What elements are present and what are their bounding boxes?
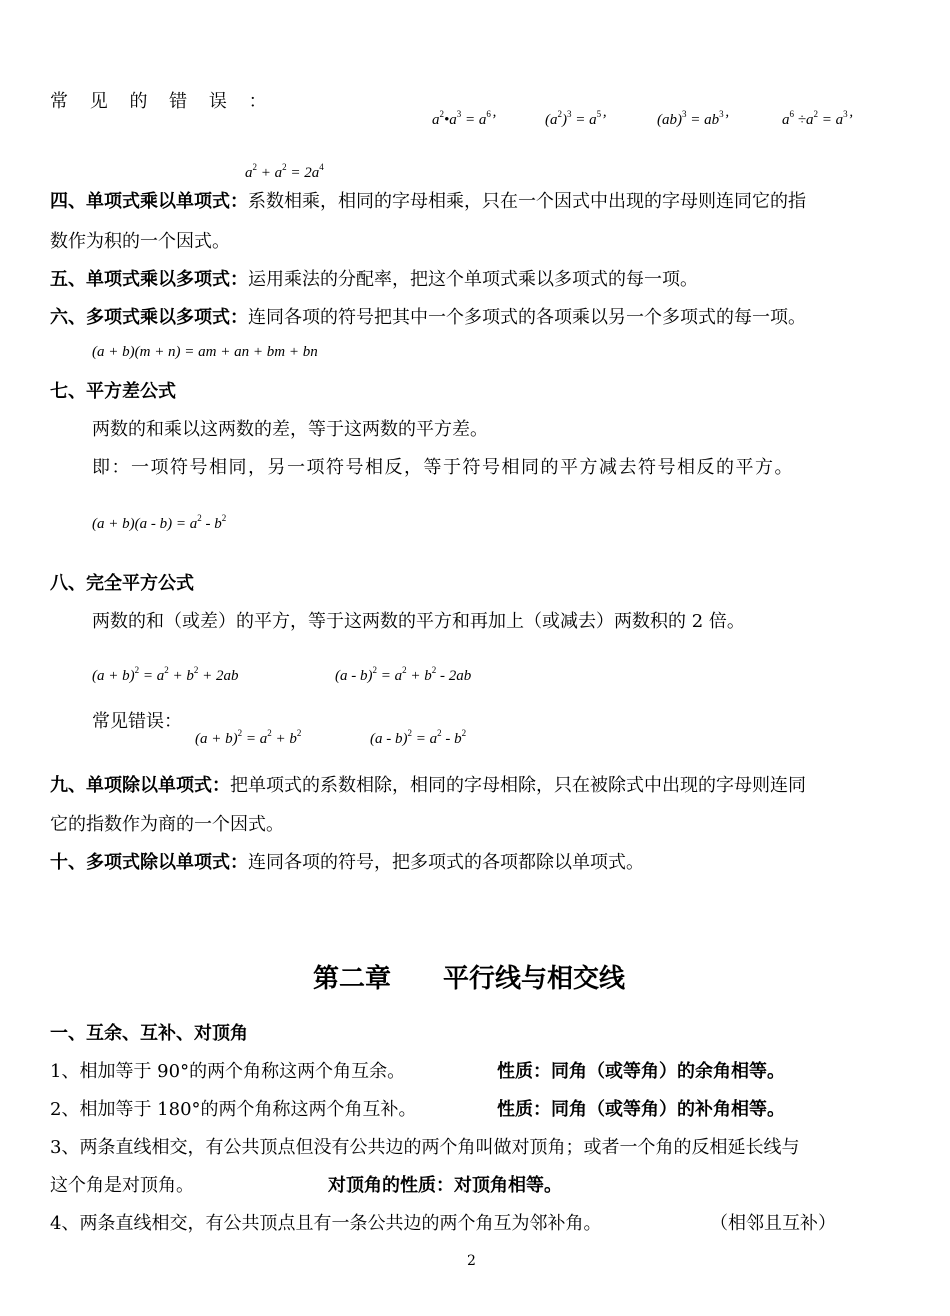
- section-7-title: 七、平方差公式: [50, 381, 176, 402]
- ch2-item-2: 2、相加等于 180°的两个角称这两个角互补。: [50, 1099, 417, 1120]
- section-6-formula: (a + b)(m + n) = am + an + bm + bn: [92, 344, 318, 360]
- section-9-cont: 它的指数作为商的一个因式。: [50, 814, 284, 835]
- section-8-errors-label: 常见错误：: [92, 711, 182, 732]
- section-5: 五、单项式乘以多项式：运用乘法的分配率，把这个单项式乘以多项式的每一项。: [50, 269, 698, 290]
- ch2-heading: 一、互余、互补、对顶角: [50, 1023, 248, 1044]
- section-9: 九、单项除以单项式：把单项式的系数相除，相同的字母相除，只在被除式中出现的字母则连同: [50, 775, 806, 796]
- ch2-property-1: 性质：同角（或等角）的余角相等。: [497, 1061, 785, 1082]
- ch2-item-3-cont: 这个角是对顶角。: [50, 1175, 194, 1196]
- section-6: 六、多项式乘以多项式：连同各项的符号把其中一个多项式的各项乘以另一个多项式的每一项。: [50, 307, 806, 328]
- section-8-formula-1: $(a + b)^2 = a^2 + b^2 + 2ab$: [92, 665, 239, 684]
- common-errors-label: 常 见 的 错 误 ：: [50, 91, 275, 112]
- section-7-formula: $(a + b)(a - b) = a^2 - b^2$: [92, 513, 227, 532]
- error-formula-2: $(a^2)^3 = a^5$’: [545, 109, 607, 128]
- section-7-line2: 即：一项符号相同，另一项符号相反，等于符号相同的平方减去符号相反的平方。: [92, 457, 794, 478]
- ch2-item-1: 1、相加等于 90°的两个角称这两个角互余。: [50, 1061, 406, 1082]
- error-formula-1: $a^2•a^3 = a^6$’: [432, 109, 496, 128]
- section-7-line1: 两数的和乘以这两数的差，等于这两数的平方差。: [92, 419, 488, 440]
- section-4: 四、单项式乘以单项式：系数相乘，相同的字母相乘，只在一个因式中出现的字母则连同它的指: [50, 191, 806, 212]
- chapter-title: 第二章 平行线与相交线: [313, 964, 626, 994]
- section-10: 十、多项式除以单项式：连同各项的符号，把多项式的各项都除以单项式。: [50, 852, 644, 873]
- ch2-item-4: 4、两条直线相交，有公共顶点且有一条公共边的两个角互为邻补角。: [50, 1213, 602, 1234]
- section-8-error-2: $(a - b)^2 = a^2 - b^2$: [370, 728, 467, 747]
- ch2-property-2: 性质：同角（或等角）的补角相等。: [497, 1099, 785, 1120]
- error-formula-4: $a^6 \div a^2 = a^3$’: [782, 109, 853, 128]
- section-8-line1: 两数的和（或差）的平方，等于这两数的平方和再加上（或减去）两数积的 2 倍。: [92, 611, 745, 632]
- section-8-formula-2: $(a - b)^2 = a^2 + b^2 - 2ab$: [335, 665, 472, 684]
- error-formula-3: $(ab)^3 = ab^3$’: [657, 109, 729, 128]
- section-8-error-1: $(a + b)^2 = a^2 + b^2$: [195, 728, 302, 747]
- section-4-cont: 数作为积的一个因式。: [50, 231, 230, 252]
- section-8-title: 八、完全平方公式: [50, 573, 194, 594]
- ch2-item-4-note: （相邻且互补）: [710, 1213, 836, 1234]
- page-number: 2: [467, 1253, 476, 1269]
- ch2-item-3: 3、两条直线相交，有公共顶点但没有公共边的两个角叫做对顶角；或者一个角的反相延长线与: [50, 1137, 800, 1158]
- ch2-property-3: 对顶角的性质：对顶角相等。: [328, 1175, 562, 1196]
- error-formula-5: $a^2 + a^2 = 2a^4$: [245, 162, 324, 181]
